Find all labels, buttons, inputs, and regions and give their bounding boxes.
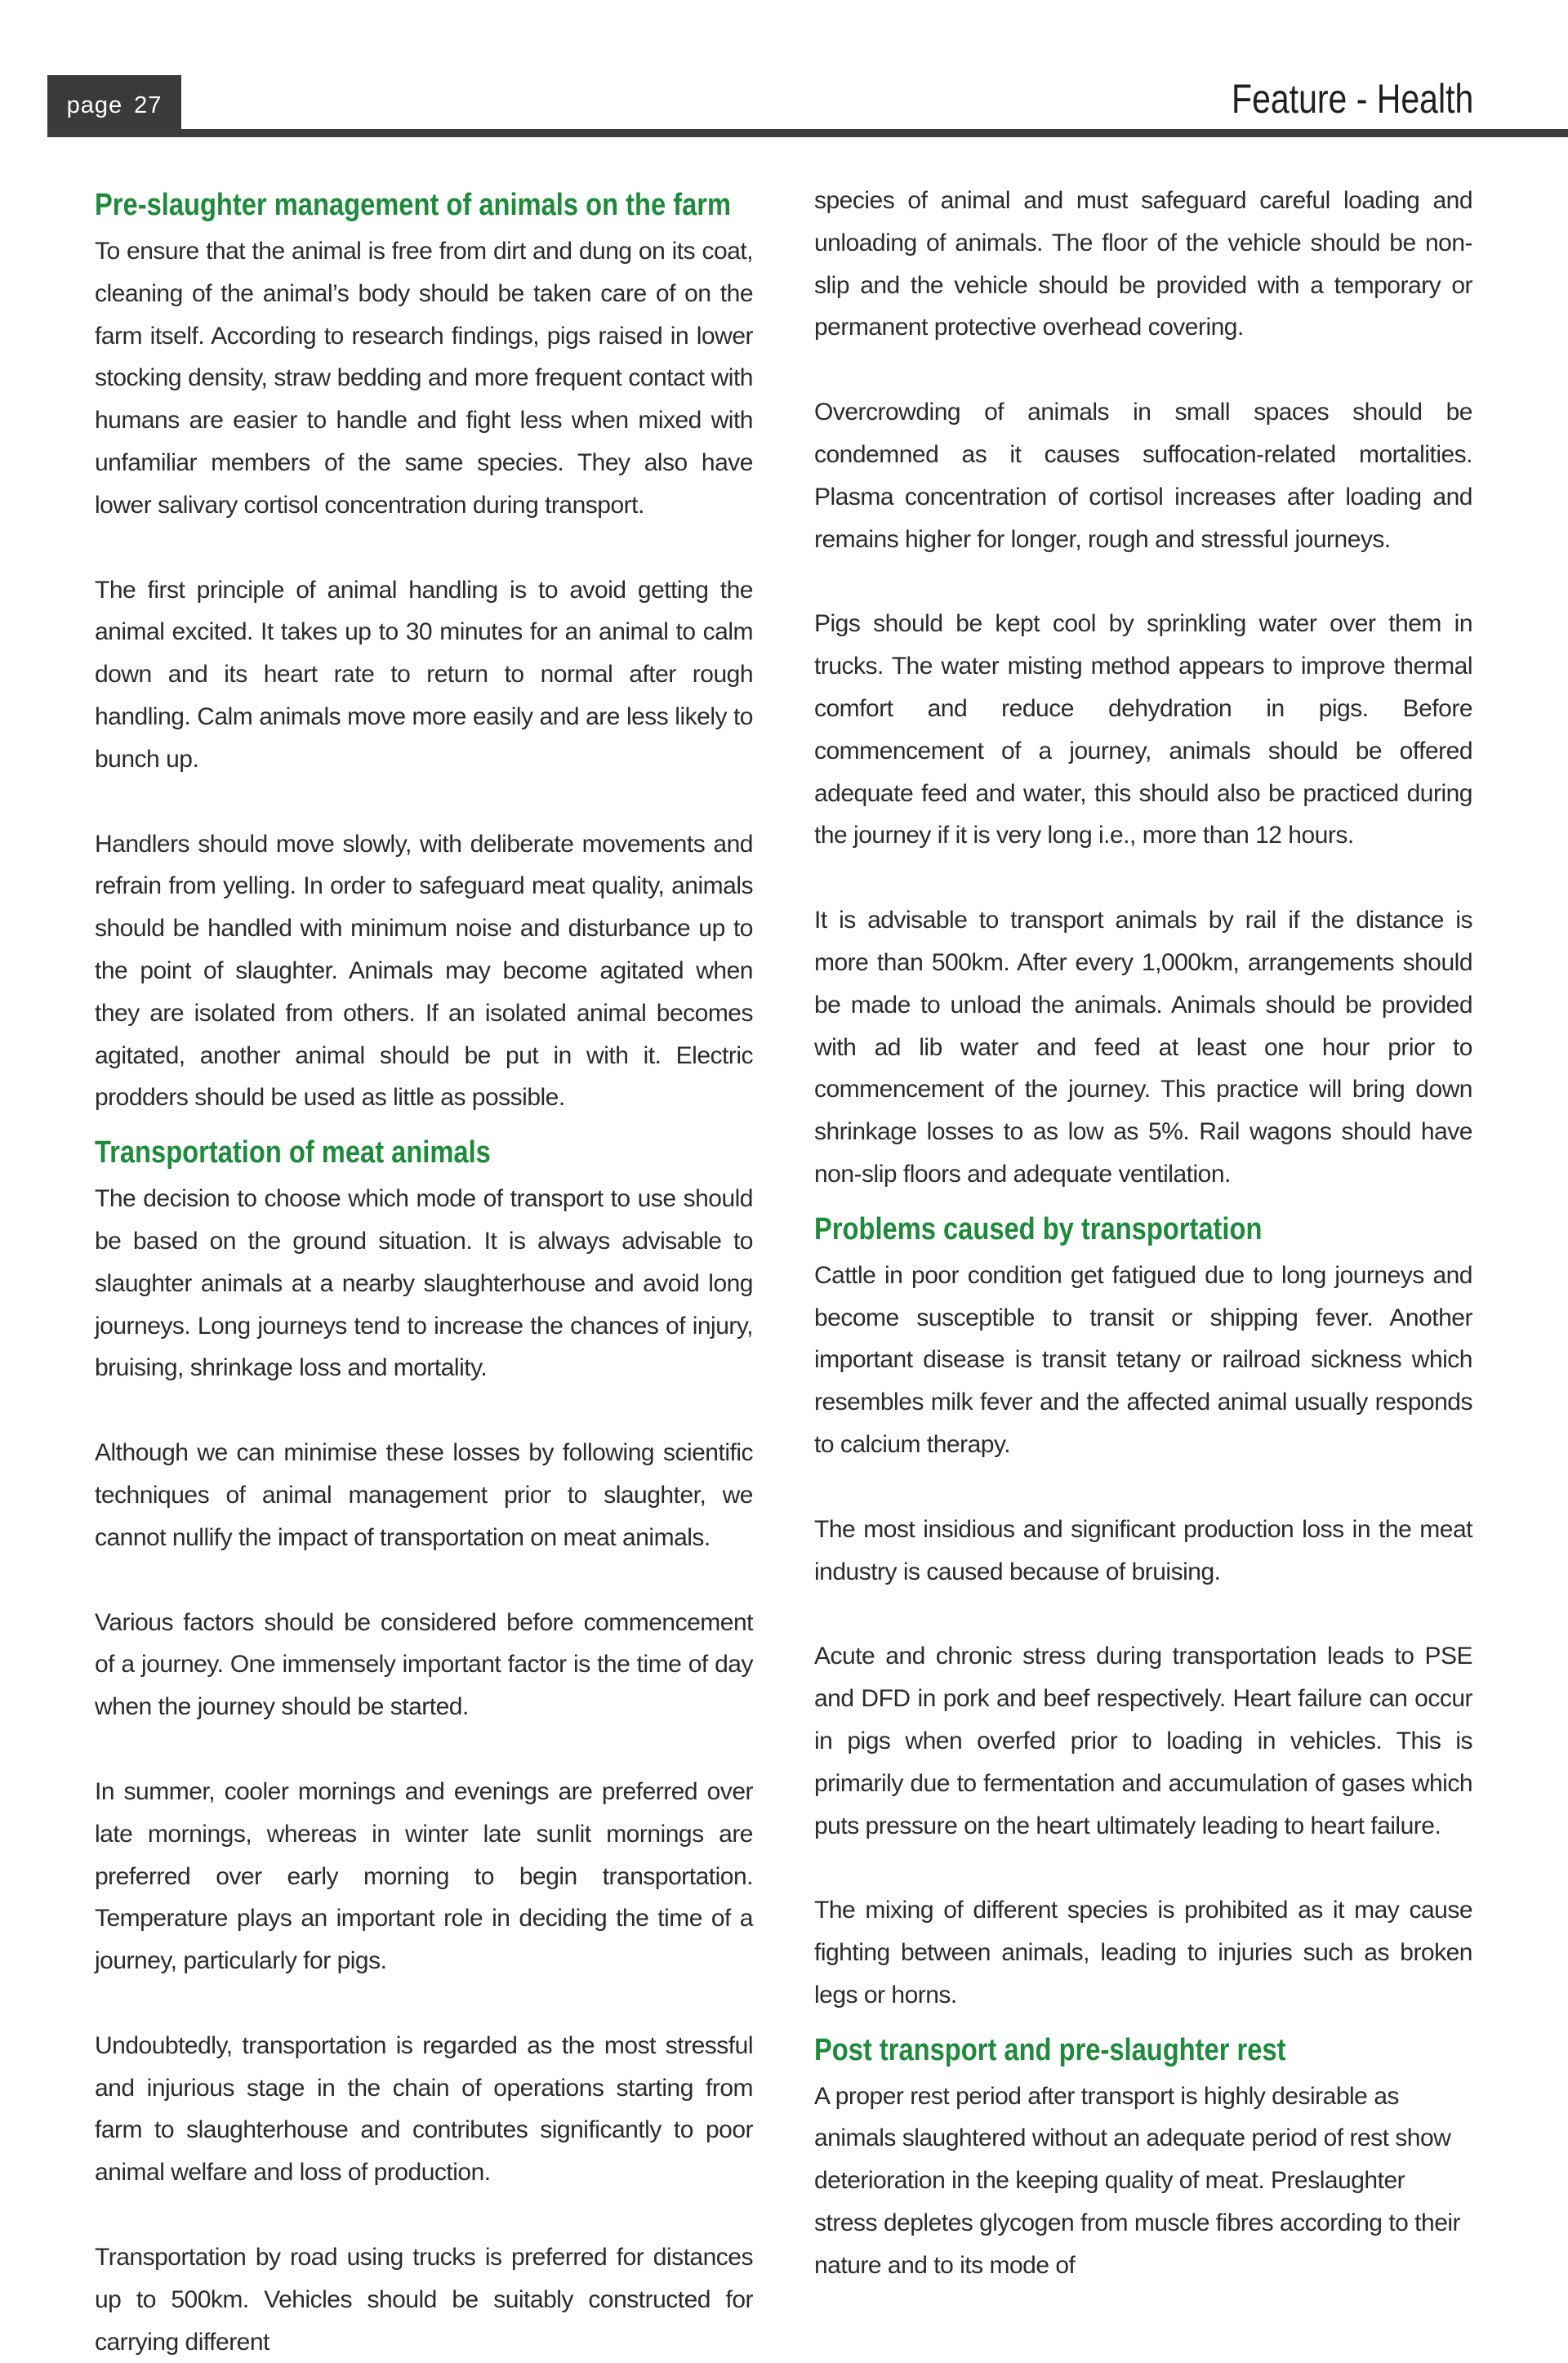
paragraph: A proper rest period after transport is highly desirable as animals slaughtered without an adequate period of rest show deterioration in the keeping quality of meat. Preslaughter stress depletes glycogen from muscle fibres according to their nature and to its mode of <box>814 2082 1461 2279</box>
heading-transportation-of-meat-animals: Transportation of meat animals <box>95 1135 491 1170</box>
heading-problems-caused-by-transportation: Problems caused by transportation <box>814 1211 1263 1246</box>
paragraph: Undoubtedly, transportation is regarded as the most stressful and injurious stage in the chain of operations starting from farm to slaughterhouse and contributes significantly to poor animal welfare and loss of production. <box>95 2031 753 2187</box>
paragraph: The decision to choose which mode of transport to use should be based on the ground situation. It is always advisable to slaughter animals at a nearby slaughterhouse and avoid long journeys. Long journeys tend to increase the chances of injury, bruising, shrinkage loss and mortality. <box>95 1185 753 1382</box>
paragraph: Pigs should be kept cool by sprinkling water over them in trucks. The water misting method appears to improve thermal comfort and reduce dehydration in pigs. Before commencement of a journey, animals should be offered adequate feed and water, this should also be practiced during the journey if it is very long i.e., more than 12 hours. <box>814 610 1472 849</box>
paragraph: Overcrowding of animals in small spaces should be condemned as it causes suffocation-related mortalities. Plasma concentration of cortisol increases after loading and remains higher for longer, rough and stressful journeys. <box>814 399 1472 553</box>
paragraph: It is advisable to transport animals by rail if the distance is more than 500km. After every 1,000km, arrangements should be made to unload the animals. Animals should be provided with ad lib water and feed at least one hour prior to commencement of the journey. This practice will bring down shrinkage losses to as low as 5%. Rail wagons should have non-slip floors and adequate ventilation. <box>814 907 1472 1188</box>
header-rule <box>47 129 1568 137</box>
section-title: Feature - Health <box>1231 76 1473 122</box>
paragraph: Various factors should be considered before commencement of a journey. One immensely important factor is the time of day when the journey should be started. <box>95 1608 753 1721</box>
heading-pre-slaughter-management: Pre-slaughter management of animals on the farm <box>95 188 732 222</box>
paragraph: Although we can minimise these losses by following scientific techniques of animal management prior to slaughter, we cannot nullify the impact of transportation on meat animals. <box>95 1439 753 1551</box>
left-column <box>95 180 846 2356</box>
paragraph: The mixing of different species is prohibited as it may cause fighting between animals, leading to injuries such as broken legs or horns. <box>814 1897 1472 2009</box>
paragraph: The most insidious and significant production loss in the meat industry is caused because of bruising. <box>814 1515 1472 1585</box>
page-number: 27 <box>134 91 163 118</box>
paragraph: To ensure that the animal is free from dirt and dung on its coat, cleaning of the animal’s body should be taken care of on the farm itself. According to research findings, pigs raised in lower stocking density, straw bedding and more frequent contact with humans are easier to handle and fight less when mixed with unfamiliar members of the same species. They also have lower salivary cortisol concentration during transport. <box>95 238 753 519</box>
right-column <box>814 180 1566 2279</box>
page-label: page <box>66 91 123 118</box>
paragraph: The first principle of animal handling is to avoid getting the animal excited. It takes up to 30 minutes for an animal to calm down and its heart rate to return to normal after rough handling. Calm animals move more easily and are less likely to bunch up. <box>95 576 753 773</box>
heading-post-transport-rest: Post transport and pre-slaughter rest <box>814 2032 1286 2067</box>
paragraph: Cattle in poor condition get fatigued due to long journeys and become susceptible to transit or shipping fever. Another important disease is transit tetany or railroad sickness which resembles milk fever and the affected animal usually responds to calcium therapy. <box>814 1261 1472 1458</box>
paragraph: Handlers should move slowly, with deliberate movements and refrain from yelling. In order to safeguard meat quality, animals should be handled with minimum noise and disturbance up to the point of slaughter. Animals may become agitated when they are isolated from others. If an isolated animal becomes agitated, another animal should be put in with it. Electric prodders should be used as little as possible. <box>95 830 753 1112</box>
paragraph: Acute and chronic stress during transportation leads to PSE and DFD in pork and beef respectively. Heart failure can occur in pigs when overfed prior to loading in vehicles. This is primarily due to fermentation and accumulation of gases which puts pressure on the heart ultimately leading to heart failure. <box>814 1643 1472 1839</box>
paragraph: In summer, cooler mornings and evenings are preferred over late mornings, whereas in winter late sunlit mornings are preferred over early morning to begin transportation. Temperature plays an important role in deciding the time of a journey, particularly for pigs. <box>95 1777 753 1975</box>
page-number-tab <box>47 75 181 136</box>
paragraph: Transportation by road using trucks is preferred for distances up to 500km. Vehicles should be suitably constructed for carrying different <box>95 2244 753 2356</box>
paragraph: species of animal and must safeguard careful loading and unloading of animals. The floor of the vehicle should be non-slip and the vehicle should be provided with a temporary or permanent protective overhead covering. <box>814 187 1472 341</box>
